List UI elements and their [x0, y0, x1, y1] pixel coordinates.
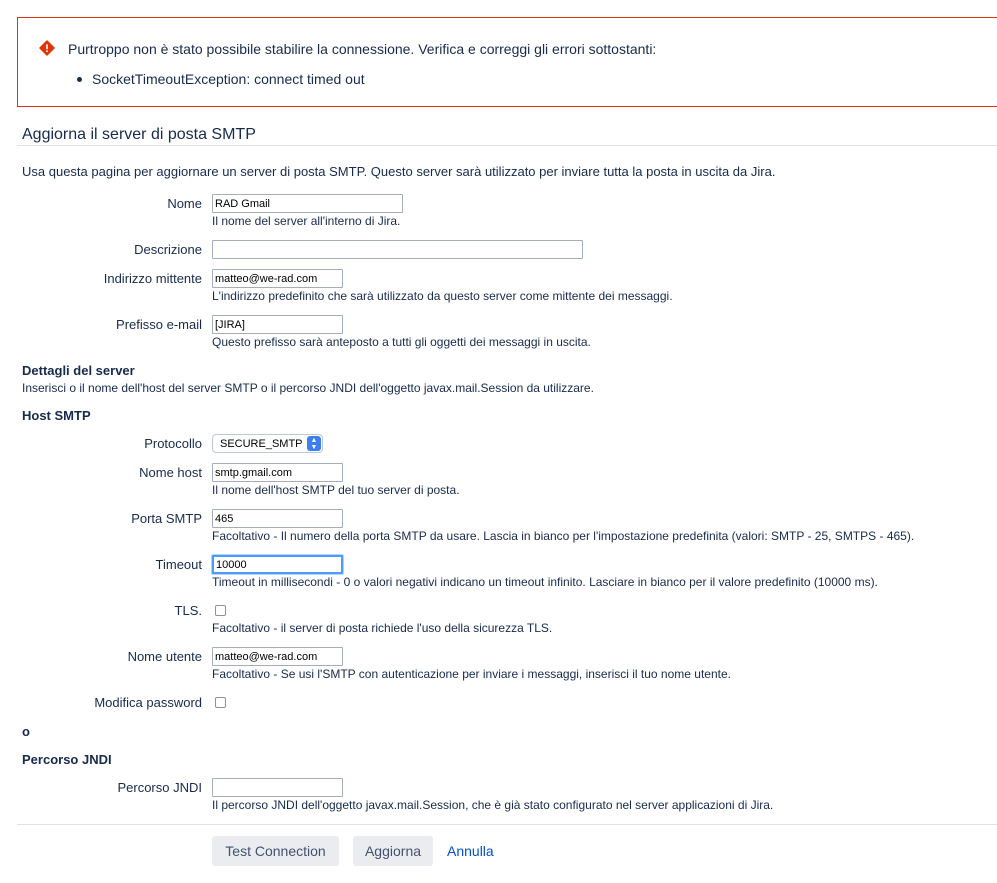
name-label: Nome — [167, 196, 202, 211]
intro-text: Usa questa pagina per aggiornare un server di posta SMTP. Questo server sarà utilizzato per inviare tutta la posta in uscita da Jira. — [22, 164, 776, 179]
page-title: Aggiorna il server di posta SMTP — [22, 126, 256, 143]
from-address-label: Indirizzo mittente — [103, 271, 202, 286]
email-prefix-help: Questo prefisso sarà anteposto a tutti gli oggetti dei messaggi in uscita. — [212, 335, 591, 349]
smtp-port-help: Facoltativo - Il numero della porta SMTP da usare. Lascia in bianco per l'impostazione predefinita (valori: SMTP - 25, SMTPS - 465). — [212, 529, 915, 543]
server-details-heading: Dettagli del server — [22, 363, 135, 378]
error-list — [92, 71, 365, 87]
error-message-box — [17, 17, 997, 107]
username-label: Nome utente — [127, 649, 202, 664]
error-icon — [39, 40, 55, 56]
tls-help: Facoltativo - il server di posta richiede l'uso della sicurezza TLS. — [212, 621, 553, 635]
email-prefix-label: Prefisso e-mail — [116, 317, 202, 332]
divider — [17, 824, 997, 825]
error-item — [92, 71, 365, 87]
divider — [17, 145, 997, 146]
timeout-label: Timeout — [155, 557, 202, 572]
change-password-checkbox[interactable] — [215, 697, 226, 708]
smtp-port-input[interactable] — [212, 509, 343, 528]
server-details-description: Inserisci o il nome dell'host del server SMTP o il percorso JNDI dell'oggetto javax.mail.Session da utilizzare. — [22, 381, 594, 395]
test-connection-button[interactable]: Test Connection — [212, 836, 339, 866]
timeout-input[interactable] — [212, 555, 343, 574]
error-item-text: SocketTimeoutException: connect timed out — [92, 71, 365, 87]
from-address-input[interactable] — [212, 269, 343, 288]
select-arrows-icon: ▲ ▼ — [307, 436, 321, 451]
cancel-link[interactable]: Annulla — [447, 843, 494, 859]
protocol-select-value: SECURE_SMTP — [220, 437, 303, 450]
change-password-label: Modifica password — [94, 695, 202, 710]
host-name-input[interactable] — [212, 463, 343, 482]
protocol-select[interactable] — [212, 434, 323, 453]
host-name-help: Il nome dell'host SMTP del tuo server di posta. — [212, 483, 460, 497]
timeout-help: Timeout in millisecondi - 0 o valori negativi indicano un timeout infinito. Lasciare in bianco per il valore predefinito (10000 ms). — [212, 575, 878, 589]
username-help: Facoltativo - Se usi l'SMTP con autenticazione per inviare i messaggi, inserisci il tuo nome utente. — [212, 667, 731, 681]
jndi-path-label: Percorso JNDI — [117, 780, 202, 795]
jndi-path-help: Il percorso JNDI dell'oggetto javax.mail.Session, che è già stato configurato nel server applicazioni di Jira. — [212, 798, 774, 812]
bullet — [77, 77, 82, 82]
from-address-help: L'indirizzo predefinito che sarà utilizzato da questo server come mittente dei messaggi. — [212, 289, 673, 303]
protocol-label: Protocollo — [144, 436, 202, 451]
username-input[interactable] — [212, 647, 343, 666]
email-prefix-input[interactable] — [212, 315, 343, 334]
tls-checkbox[interactable] — [215, 605, 226, 616]
description-input[interactable] — [212, 240, 583, 259]
name-input[interactable] — [212, 194, 403, 213]
update-button[interactable]: Aggiorna — [353, 836, 433, 866]
description-label: Descrizione — [134, 242, 202, 257]
host-name-label: Nome host — [139, 465, 202, 480]
name-help: Il nome del server all'interno di Jira. — [212, 214, 401, 228]
smtp-port-label: Porta SMTP — [131, 511, 202, 526]
or-separator: o — [22, 724, 30, 739]
tls-label: TLS. — [174, 603, 202, 618]
error-title: Purtroppo non è stato possibile stabilire la connessione. Verifica e correggi gli errori sottostanti: — [68, 41, 657, 57]
jndi-path-input[interactable] — [212, 778, 343, 797]
smtp-host-heading: Host SMTP — [22, 408, 91, 423]
jndi-heading: Percorso JNDI — [22, 752, 112, 767]
